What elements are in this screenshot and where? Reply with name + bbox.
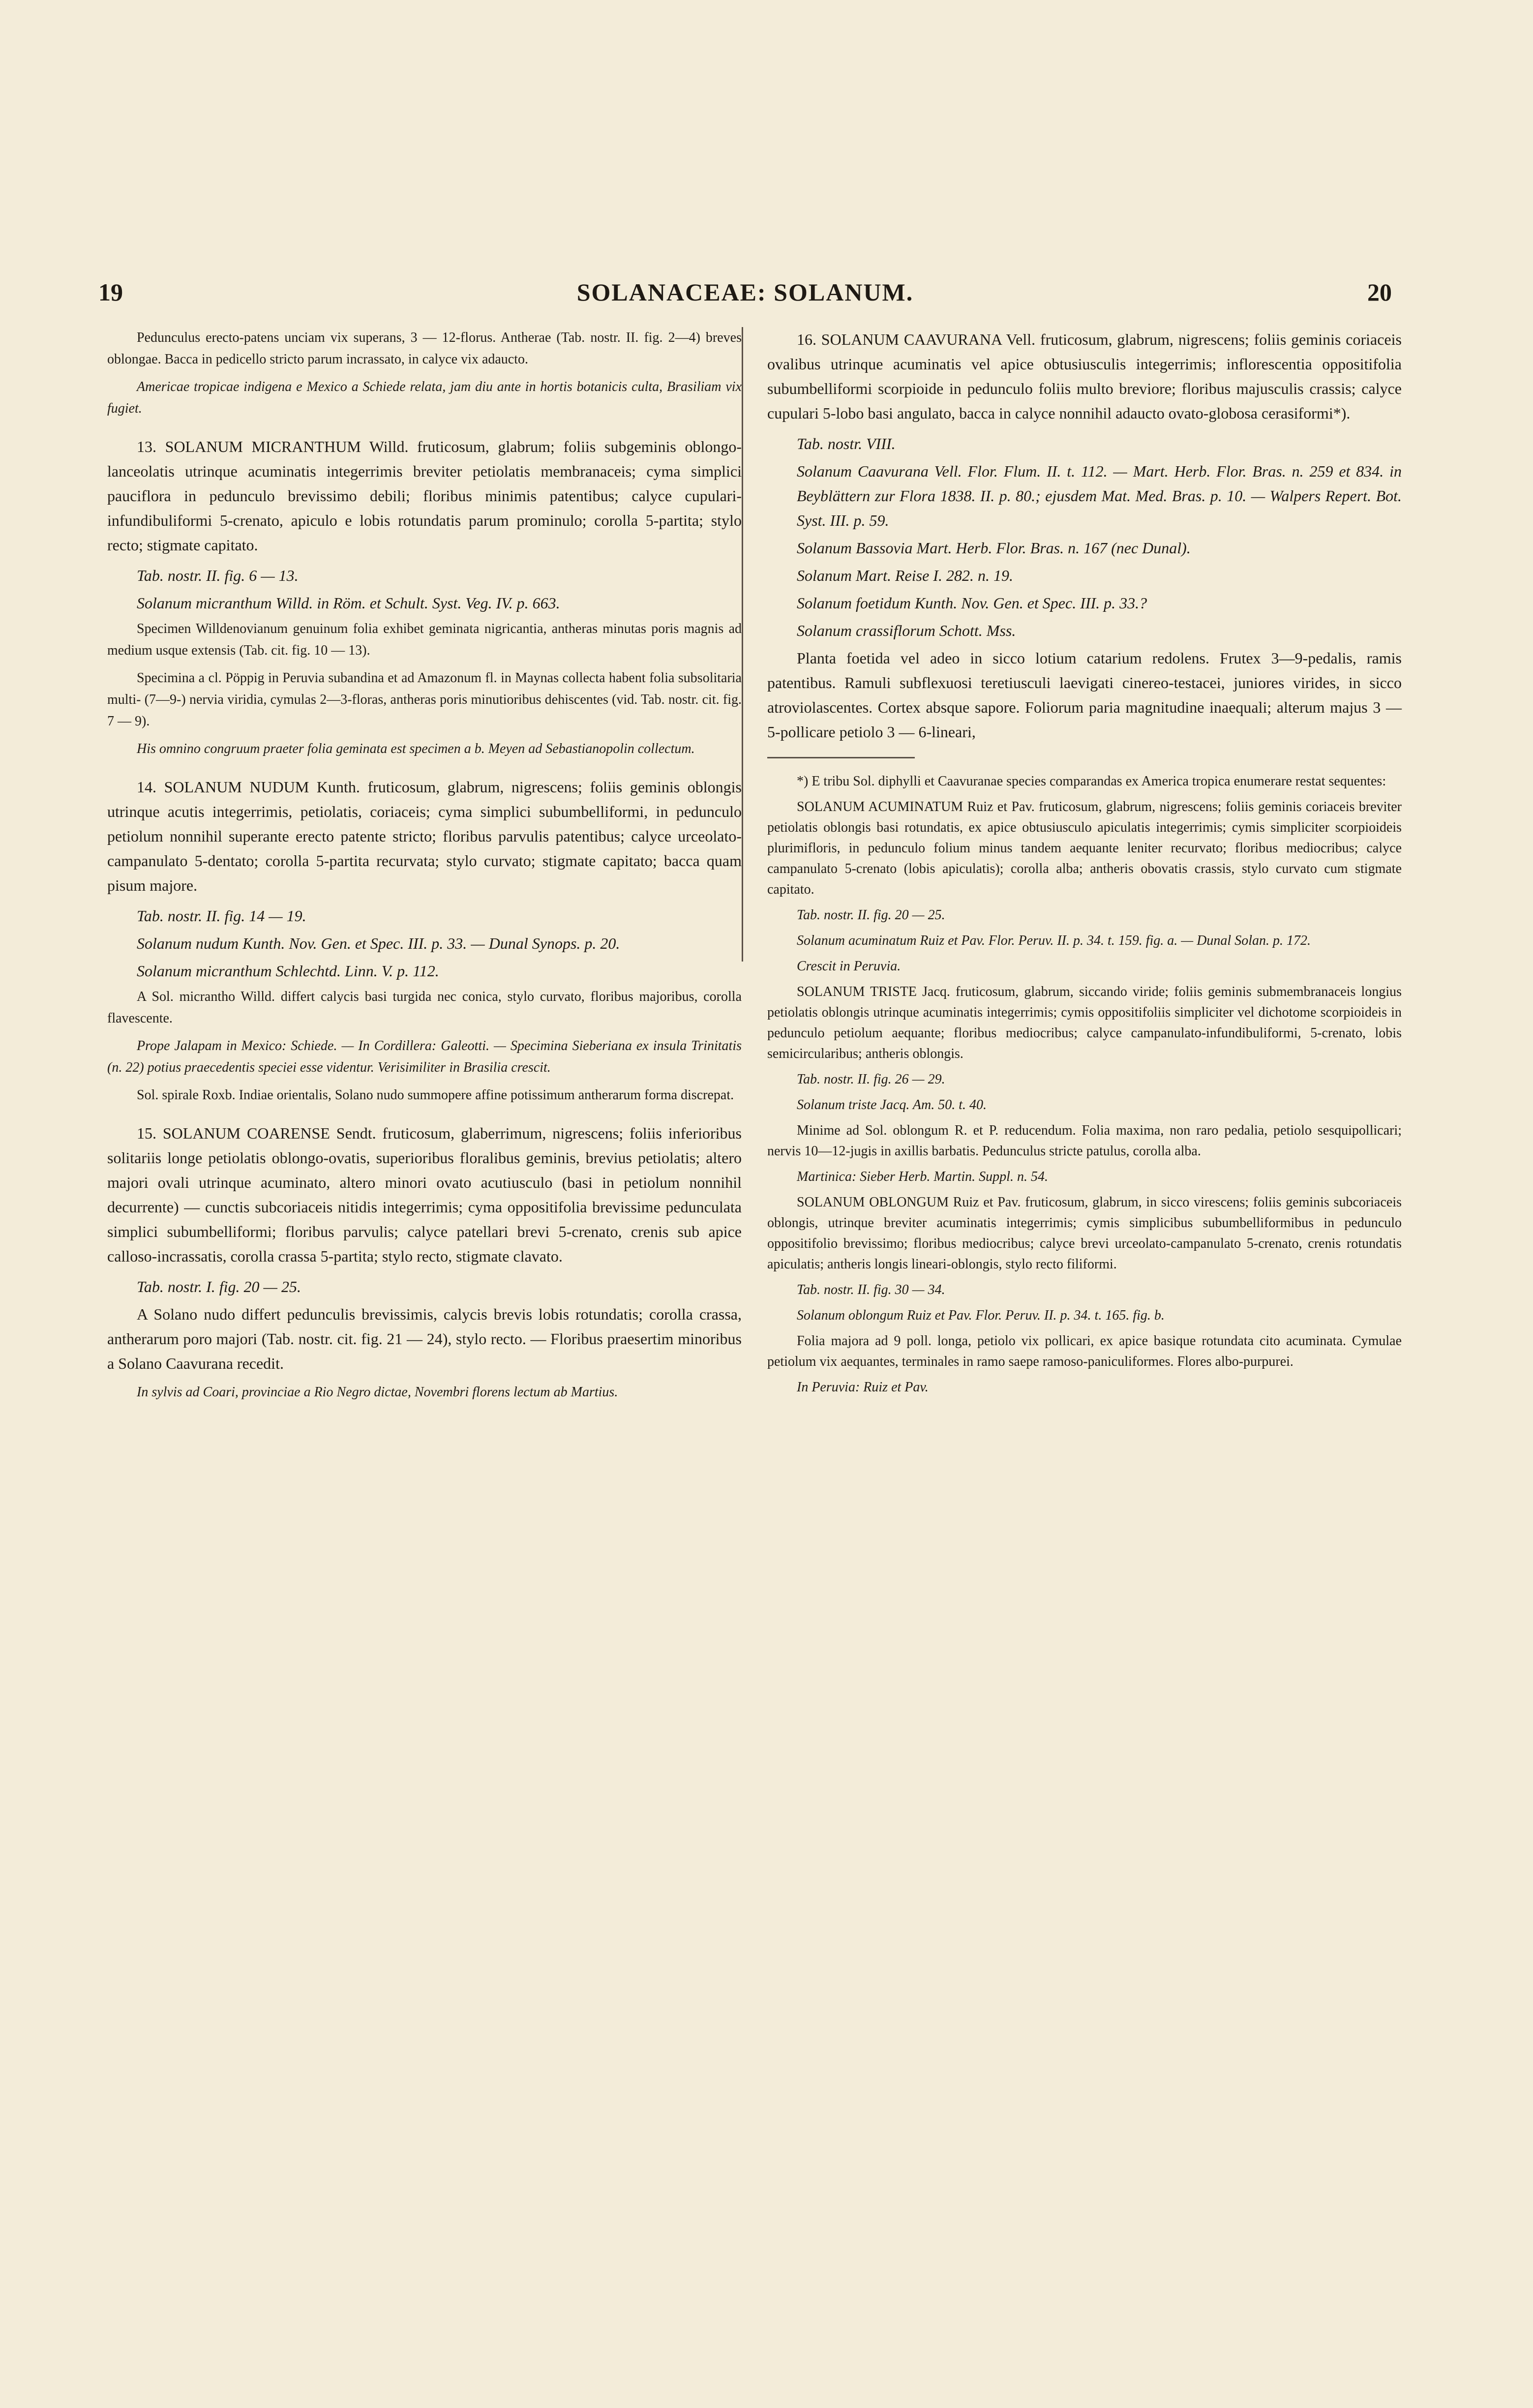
text-paragraph: In sylvis ad Coari, provinciae a Rio Negro dictae, Novembri florens lectum ab Martius.	[137, 1385, 618, 1400]
reference-line: Solanum Bassovia Mart. Herb. Flor. Bras. n. 167 (nec Dunal).	[797, 539, 1191, 557]
text-paragraph: A Solano nudo differt pedunculis brevissimis, calycis brevis lobis rotundatis; corolla crassa, antherarum poro majori (Tab. nostr. cit. fig. 21 — 24), stylo recto. — Floribus praesertim minoribus a Solano Caavurana recedit.	[107, 1305, 742, 1372]
text-paragraph: His omnino congruum praeter folia geminata est specimen a b. Meyen ad Sebastianopolin collectum.	[137, 741, 695, 756]
footnote-paragraph: SOLANUM ACUMINATUM Ruiz et Pav. fruticosum, glabrum, nigrescens; foliis geminis coriaceis breviter petiolatis oblongis basi rotundatis, ex apice obtusiusculo apiculatis integerrimis; cymis simpliciter scorpioideis plurimifloris, in pedunculo folium minus tandem aequante leniter recurvato; floribus mediocribus; calyce campanulato 5-crenato (lobis apiculatis); corolla alba; antheris obovatis crassis, stylo curvato cum stigmate capitato.	[767, 799, 1402, 897]
text-paragraph: Sol. spirale Roxb. Indiae orientalis, Solano nudo summopere affine potissimum antherarum forma discrepat.	[137, 1087, 734, 1103]
text-paragraph: Specimina a cl. Pöppig in Peruvia subandina et ad Amazonum fl. in Maynas collecta habent folia subsolitaria multi- (7—9-) nervia viridia, cymulas 2—3-floras, antheras poris minutioribus dehiscentes (vid. Tab. nostr. cit. fig. 7 — 9).	[107, 670, 742, 729]
running-title: SOLANACEAE: SOLANUM.	[576, 278, 914, 306]
text-paragraph: Specimen Willdenovianum genuinum folia exhibet geminata nigricantia, antheras minutas poris magnis ad medium usque extensis (Tab. cit. fig. 10 — 13).	[107, 621, 742, 658]
footnote-paragraph: SOLANUM TRISTE Jacq. fruticosum, glabrum, siccando viride; foliis geminis submembranaceis longius petiolatis oblongis utrinque acuminatis integerrimis; cymis oppositifoliis simpliciter vel dichotome scorpioideis in pedunculo petiolum aequante; floribus mediocribus; calyce campanulato-infundibuliformi, 5-crenato, lobis semicircularibus; antheris oblongis.	[767, 984, 1402, 1061]
left-column	[107, 327, 742, 1409]
footnote-paragraph: Folia majora ad 9 poll. longa, petiolo vix pollicari, ex apice basique rotundata cito acuminata. Cymulae petiolum vix aequantes, terminales in ramo saepe ramoso-paniculiformes. Flores albo-purpurei.	[767, 1333, 1402, 1369]
reference-line: Solanum micranthum Schlechtd. Linn. V. p. 112.	[137, 962, 439, 980]
reference-line: Solanum triste Jacq. Am. 50. t. 40.	[797, 1097, 987, 1113]
reference-line: Tab. nostr. II. fig. 20 — 25.	[797, 907, 945, 923]
text-paragraph: A Sol. micrantho Willd. differt calycis basi turgida nec conica, stylo curvato, floribus majoribus, corolla flavescente.	[107, 989, 742, 1026]
running-header	[98, 273, 1392, 312]
page-number-left: 19	[98, 278, 123, 306]
reference-line: Solanum oblongum Ruiz et Pav. Flor. Peruv. II. p. 34. t. 165. fig. b.	[797, 1308, 1165, 1323]
right-column	[767, 327, 1402, 1403]
reference-line: Tab. nostr. II. fig. 30 — 34.	[797, 1282, 945, 1297]
reference-line: Solanum Mart. Reise I. 282. n. 19.	[797, 567, 1013, 584]
reference-line: Tab. nostr. VIII.	[797, 435, 896, 452]
reference-line: Tab. nostr. II. fig. 26 — 29.	[797, 1072, 945, 1087]
footnote-paragraph: SOLANUM OBLONGUM Ruiz et Pav. fruticosum, glabrum, in sicco virescens; foliis geminis subcoriaceis oblongis, utrinque breviter acuminatis integerrimis; cymis simplicibus subumbelliformibus in pedunculo oppositifolio brevissimo; floribus mediocribus; calyce brevi urceolato-campanulato 5-crenato, crenis rotundatis apiculatis; antheris longis lineari-oblongis, stylo recto filiformi.	[767, 1195, 1402, 1272]
text-paragraph: Planta foetida vel adeo in sicco lotium catarium redolens. Frutex 3—9-pedalis, ramis patentibus. Ramuli subflexuosi teretiusculi laevigati cinereo-testacei, juniores virides, in sicco atroviolascentes. Cortex absque sapore. Foliorum paria magnitudine inaequali; alterum majus 3 — 5-pollicare petiolo 3 — 6-lineari,	[767, 649, 1402, 741]
text-paragraph: Americae tropicae indigena e Mexico a Schiede relata, jam diu ante in hortis botanicis culta, Brasiliam vix fugiet.	[107, 379, 742, 416]
reference-line: In Peruvia: Ruiz et Pav.	[797, 1380, 929, 1395]
text-paragraph: Prope Jalapam in Mexico: Schiede. — In Cordillera: Galeotti. — Specimina Sieberiana ex insula Trinitatis (n. 22) potius praecedentis speciei esse videntur. Verisimiliter in Brasilia crescit.	[107, 1038, 742, 1075]
page-number-right: 20	[1367, 278, 1392, 306]
reference-line: Solanum Caavurana Vell. Flor. Flum. II. t. 112. — Mart. Herb. Flor. Bras. n. 259 et 834. in Beyblättern zur Flora 1838. II. p. 80.; ejusdem Mat. Med. Bras. p. 10. — Walpers Repert. Bot. Syst. III. p. 59.	[797, 462, 1402, 529]
reference-line: Crescit in Peruvia.	[797, 959, 901, 974]
reference-line: Solanum foetidum Kunth. Nov. Gen. et Spec. III. p. 33.?	[797, 594, 1147, 612]
text-paragraph: Pedunculus erecto-patens unciam vix superans, 3 — 12-florus. Antherae (Tab. nostr. II. fig. 2—4) breves oblongae. Bacca in pedicello stricto parum incrassato, in calyce vix adaucto.	[107, 330, 742, 367]
column-divider	[742, 327, 743, 962]
footnote-paragraph: *) E tribu Sol. diphylli et Caavuranae species comparandas ex America tropica enumerare restat sequentes:	[797, 774, 1386, 789]
text-paragraph: 14. SOLANUM NUDUM Kunth. fruticosum, glabrum, nigrescens; foliis geminis oblongis utrinque acutis integerrimis, petiolatis, coriaceis; cyma simplici subumbelliformi, in pedunculo petiolum nonnihil superante erecto patente stricto; floribus parvulis patentibus; calyce urceolato-campanulato 5-dentato; corolla 5-partita recurvata; stylo curvato; stigmate capitato; bacca quam pisum majore.	[107, 778, 742, 894]
footnote-paragraph: Minime ad Sol. oblongum R. et P. reducendum. Folia maxima, non raro pedalia, petiolo sesquipollicari; nervis 10—12-jugis in axillis barbatis. Pedunculus stricte patulus, corolla alba.	[767, 1123, 1402, 1159]
reference-line: Tab. nostr. II. fig. 6 — 13.	[137, 567, 299, 584]
reference-line: Solanum nudum Kunth. Nov. Gen. et Spec. III. p. 33. — Dunal Synops. p. 20.	[137, 934, 620, 952]
footnote-block	[767, 771, 1402, 1398]
reference-line: Solanum acuminatum Ruiz et Pav. Flor. Peruv. II. p. 34. t. 159. fig. a. — Dunal Solan. p. 172.	[797, 933, 1311, 948]
reference-line: Tab. nostr. I. fig. 20 — 25.	[137, 1278, 301, 1295]
footnote-rule	[767, 757, 915, 758]
text-paragraph: 16. SOLANUM CAAVURANA Vell. fruticosum, glabrum, nigrescens; foliis geminis coriaceis ovalibus utrinque acuminatis vel apice obtusiusculis integerrimis; inflorescentia oppositifolia subumbelliformi scorpioide in pedunculo foliis multo breviore; floribus majusculis crassis; calyce cupulari 5-lobo basi angulato, bacca in calyce nonnihil adaucto ovato-globosa cerasiformi*).	[767, 331, 1402, 422]
reference-line: Martinica: Sieber Herb. Martin. Suppl. n. 54.	[797, 1169, 1048, 1184]
text-paragraph: 13. SOLANUM MICRANTHUM Willd. fruticosum, glabrum; foliis subgeminis oblongo-lanceolatis utrinque acuminatis integerrimis breviter petiolatis membranaceis; cyma simplici pauciflora in pedunculo brevissimo debili; floribus minimis patentibus; calyce cupulari-infundibuliformi 5-crenato, apiculo e lobis rotundatis parum prominulo; corolla 5-partita; stylo recto; stigmate capitato.	[107, 438, 742, 554]
reference-line: Tab. nostr. II. fig. 14 — 19.	[137, 907, 306, 925]
reference-line: Solanum crassiflorum Schott. Mss.	[797, 622, 1016, 639]
text-paragraph: 15. SOLANUM COARENSE Sendt. fruticosum, glaberrimum, nigrescens; foliis inferioribus solitariis longe petiolatis oblongo-ovatis, superioribus floralibus geminis, brevius petiolatis; altero majori ovali utrinque acuminato, altero minori ovato acutiusculo (basi in petiolum nonnihil decurrente) — cunctis subcoriaceis nitidis integerrimis; cyma oppositifolia brevissime pedunculata simplici subumbelliformi; floribus parvulis; calyce patellari brevi 5-crenato, crenis sub apice calloso-incrassatis, corolla crassa 5-partita; stylo recto, stigmate clavato.	[107, 1124, 742, 1265]
reference-line: Solanum micranthum Willd. in Röm. et Schult. Syst. Veg. IV. p. 663.	[137, 594, 560, 612]
